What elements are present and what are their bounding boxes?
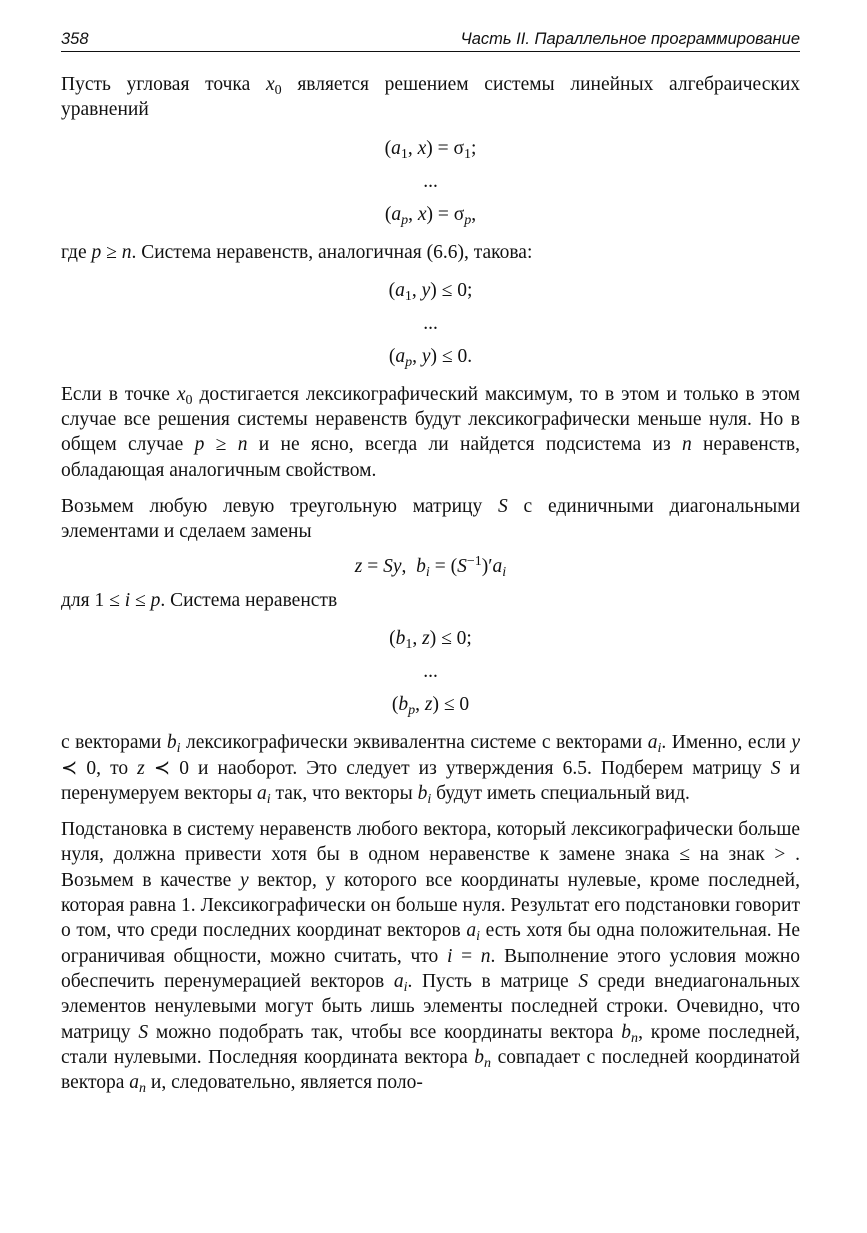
paragraph-6: с векторами $b_i$ лексикографически эквивалентна системе с векторами $a_i$. Именно, если y ≺ 0, то z ≺ 0 и наоборот. Это следует из утверждения 6.5. Подберем матрицу S и перенумеруем векторы $a_i$ так, что векторы $b_i$ будут иметь специальный вид. <box>61 732 801 807</box>
equation-1: ($a_1$, $x) = \sigma_1$; <box>384 137 477 162</box>
equation-system-1 <box>61 132 800 231</box>
paragraph-7: Подстановка в систему неравенств любого вектора, который лексикографически больше нуля, должна привести хотя бы в одном неравенстве к замене знака ≤ на знак > . Возьмем в качестве y вектор, у которого все координаты нулевые, кроме последней, которая равна 1. Лексикографически он больше нуля. Результат его подстановки говорит о том, что среди последних координат векторов $a_i$ есть хотя бы одна положительная. Не ограничивая общности, можно считать, что i = n. Выполнение этого условия можно обеспечить перенумерацией векторов $a_i$. Пусть в матрице S среди внедиагональных элементов ненулевыми могут быть лишь элементы последней строки. Очевидно, что матрицу S можно подобрать так, чтобы все координаты вектора $b_n$, кроме последней, стали нулевыми. Последняя координата вектора $b_n$ совпадает с последней координатой вектора $a_n$ и, следовательно, является поло- <box>61 819 801 1097</box>
book-page <box>61 28 800 1106</box>
paragraph-5: для 1 ≤ i ≤ p. Система неравенств <box>61 589 338 611</box>
equation-ellipsis-3: ... <box>423 661 438 683</box>
page-body <box>61 72 800 1095</box>
equation-10: ($b_p$, z) ≤ 0 <box>391 694 470 719</box>
equation-8: ($b_1$, z) ≤ 0; <box>389 628 472 653</box>
paragraph-1: Пусть угловая точка $x_0$ является решением системы линейных алгебраических уравнений <box>61 74 801 121</box>
equation-system-2 <box>61 274 800 373</box>
equation-6: ($a_p$, y) ≤ 0. <box>388 345 473 370</box>
running-header <box>61 28 800 52</box>
equation-system-3 <box>61 622 800 721</box>
running-title: Часть II. Параллельное программирование <box>460 30 800 48</box>
page-number: 358 <box>61 30 89 48</box>
paragraph-2: где p ≥ n. Система неравенств, аналогичная (6.6), такова: <box>61 241 533 263</box>
paragraph-3: Если в точке $x_0$ достигается лексикографический максимум, то в этом и только в этом случае все решения системы неравенств будут лексикографически меньше нуля. Но в общем случае p ≥ n и не ясно, всегда ли найдется подсистема из n неравенств, обладающая аналогичным свойством. <box>61 383 800 481</box>
equation-ellipsis-2: ... <box>423 312 438 334</box>
equation-4: ($a_1$, y) ≤ 0; <box>388 279 473 304</box>
equation-substitution: z = Sy, $b_i = (S^{-1})'a_i$ <box>354 552 507 580</box>
equation-ellipsis-1: ... <box>423 170 438 192</box>
equation-3: ($a_p$, $x) = \sigma_p$, <box>384 203 477 228</box>
paragraph-4: Возьмем любую левую треугольную матрицу S с единичными диагональными элементами и сделаем замены <box>61 496 801 543</box>
